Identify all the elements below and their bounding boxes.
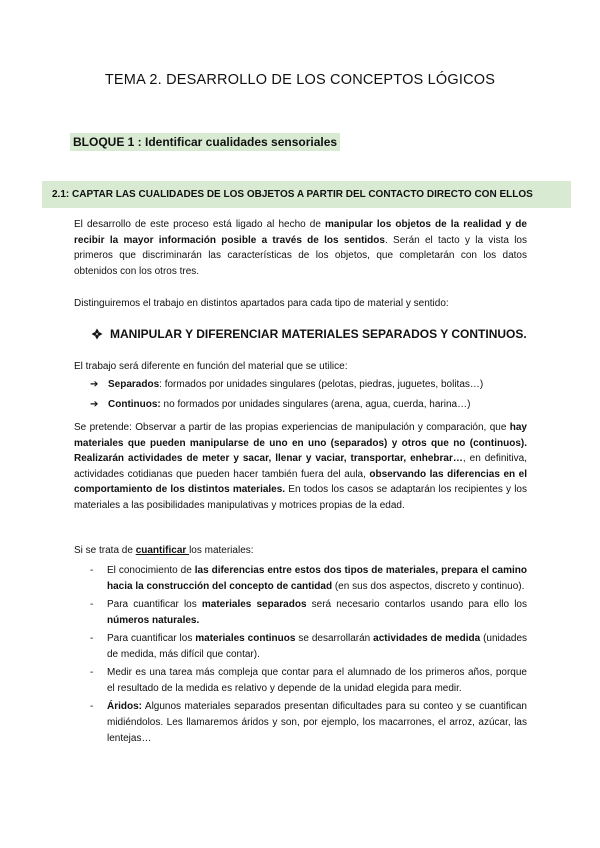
list-item-term: Continuos: <box>108 399 161 411</box>
dash-bullet: - <box>90 599 94 610</box>
list-item-text <box>107 665 527 697</box>
objectives-paragraph <box>74 420 527 514</box>
list-item <box>90 665 527 697</box>
list-item-text <box>107 699 527 747</box>
quantify-intro <box>74 543 527 559</box>
objectives-text-c: , en definitiva, actividades cotidianas que pueden hacer también fuera del aula, <box>74 453 527 480</box>
text-run: Para cuantificar los <box>107 599 202 610</box>
dash-bullet: - <box>90 565 94 576</box>
text-run: Medir es una tarea más compleja que contar para el alumnado de los primeros años, porque el resultado de la medida es relativo y depende de la unidad elegida para medir. <box>107 667 527 694</box>
diamond-bullet-icon <box>91 328 103 340</box>
dash-bullet: - <box>90 667 94 678</box>
quantify-keyword-text: cuantificar <box>135 545 190 556</box>
bold-text: las diferencias entre estos dos tipos de materiales, prepara el camino hacia la construcción del concepto de cantidad <box>107 565 527 592</box>
list-item <box>90 395 530 415</box>
bold-text: Áridos: <box>107 701 142 712</box>
objectives-text-e: En todos los casos se adaptarán los recipientes y los materiales a las posibilidades manipulativas y motrices propias de la edad. <box>74 484 527 511</box>
material-types-list <box>90 375 530 415</box>
list-item-text <box>107 563 527 595</box>
distinguish-paragraph: Distinguiremos el trabajo en distintos apartados para cada tipo de material y sentido: <box>74 298 449 309</box>
objectives-text-bold-1: hay materiales que pueden manipularse de uno en uno (separados) y otros que no (continuos). Realizarán actividades de meter y sacar, llenar y vaciar, transportar, enhebrar… <box>74 422 527 465</box>
section-heading: 2.1: CAPTAR LAS CUALIDADES DE LOS OBJETOS A PARTIR DEL CONTACTO DIRECTO CON ELLOS <box>42 181 571 208</box>
text-run: se desarrollarán <box>295 633 374 644</box>
dash-bullet: - <box>90 633 94 644</box>
text-run: Algunos materiales separados presentan dificultades para su conteo y se cuantifican midiéndolos. Les llamaremos áridos y son, por ejemplo, los macarrones, el arroz, azúcar, las lentejas… <box>107 701 527 744</box>
list-item-text <box>107 631 527 663</box>
list-item <box>90 563 527 595</box>
list-item-text <box>108 397 470 413</box>
intro-text-c: . Serán el tacto y la vista los primeros que discriminarán las características de los objetos, que completarán con los datos obtenidos con los otros tres. <box>74 234 527 277</box>
bold-text: actividades de medida <box>373 633 481 644</box>
list-intro: El trabajo será diferente en función del material que se utilice: <box>74 361 348 372</box>
list-item <box>90 375 530 395</box>
text-run: Para cuantificar los <box>107 633 196 644</box>
list-item <box>90 699 527 747</box>
list-item-desc: no formados por unidades singulares (arena, agua, cuerda, harina…) <box>160 399 471 411</box>
bold-text: materiales continuos <box>195 633 296 644</box>
quantify-list <box>90 563 527 749</box>
bold-text: números naturales. <box>107 615 200 626</box>
bold-text: materiales separados <box>201 599 307 610</box>
objectives-text-bold-2: observando las diferencias en el comportamiento de los distintos materiales. <box>74 468 527 496</box>
list-item <box>90 597 527 629</box>
subheading <box>91 327 527 341</box>
text-run: (en sus dos aspectos, discreto y continuo). <box>332 581 525 592</box>
intro-paragraph <box>74 217 527 279</box>
arrow-right-icon: ➔ <box>90 379 99 391</box>
text-run: (unidades de medida, más difícil que contar). <box>107 633 528 660</box>
quantify-keyword <box>136 545 189 556</box>
list-item-text <box>107 597 527 629</box>
dash-bullet: - <box>90 701 94 712</box>
list-item-term: Separados <box>108 379 160 391</box>
text-run: será necesario contarlos usando para ello los <box>306 599 527 610</box>
subheading-text: MANIPULAR Y DIFERENCIAR MATERIALES SEPARADOS Y CONTINUOS. <box>110 327 527 341</box>
text-run: El conocimiento de <box>107 565 195 576</box>
intro-text-bold: manipular los objetos de la realidad y de recibir la mayor información posible a través de los sentidos <box>74 219 527 246</box>
block-heading: BLOQUE 1 : Identificar cualidades sensoriales <box>70 133 340 151</box>
quantify-text-c: los materiales: <box>189 545 254 556</box>
list-item-text <box>108 377 483 393</box>
quantify-text-a: Si se trata de <box>74 545 136 556</box>
arrow-right-icon: ➔ <box>90 399 99 411</box>
document-title: TEMA 2. DESARROLLO DE LOS CONCEPTOS LÓGICOS <box>104 72 496 88</box>
intro-text-a: El desarrollo de este proceso está ligado al hecho de <box>74 219 325 230</box>
objectives-text-a: Se pretende: Observar a partir de las propias experiencias de manipulación y comparación, que <box>74 422 510 433</box>
list-item-desc: : formados por unidades singulares (pelotas, piedras, juguetes, bolitas…) <box>159 379 484 391</box>
list-item <box>90 631 527 663</box>
